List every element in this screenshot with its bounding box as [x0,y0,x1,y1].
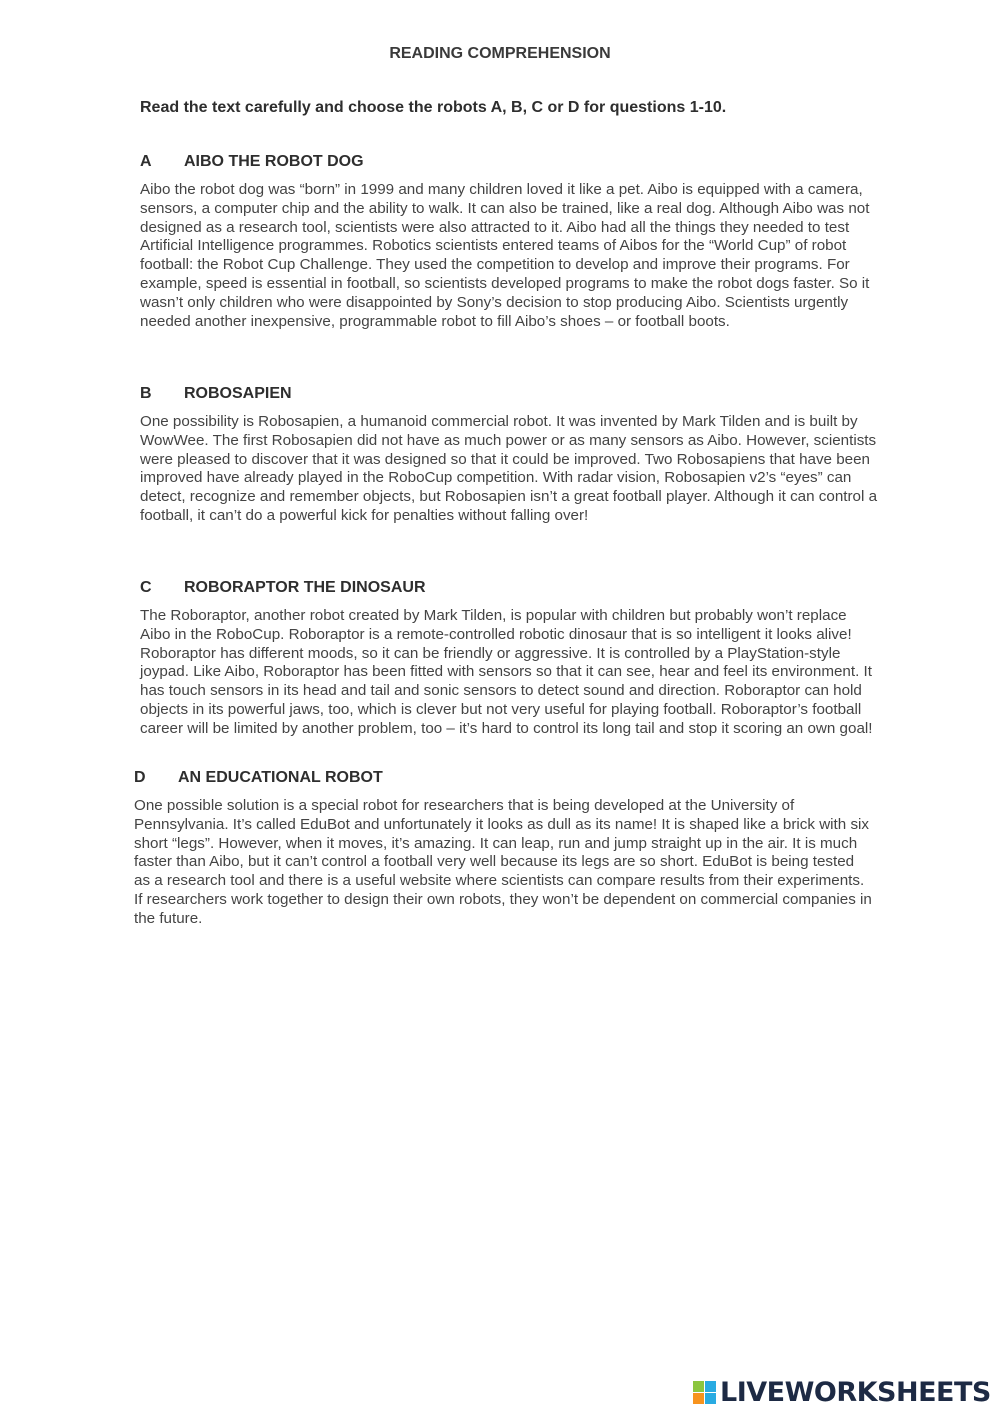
section-title: AN EDUCATIONAL ROBOT [178,769,383,786]
section-text: One possibility is Robosapien, a humanoid commercial robot. It was invented by Mark Tilden and is built by WowWee. The first Robosapien did not have as much power or as many sensors as Aibo. However, scientists were pleased to discover that it was designed so that it could be improved. Two Robosapiens that have been improved have already played in the RoboCup competition. With radar vision, Robosapien v2’s “eyes” can detect, recognize and remember objects, but Robosapien isn’t a great football player. Although it can control a football, it can’t do a powerful kick for penalties without falling over! [140,413,878,524]
section-text: The Roboraptor, another robot created by Mark Tilden, is popular with children but probably won’t replace Aibo in the RoboCup. Roboraptor is a remote-controlled robotic dinosaur that is so intelligent it looks alive! Roboraptor has different moods, so it can be friendly or aggressive. It is controlled by a PlayStation-style joypad. Like Aibo, Roboraptor has been fitted with sensors so that it can see, hear and feel its environment. It has touch sensors in its head and tail and sonic sensors to detect sound and direction. Roboraptor can hold objects in its powerful jaws, too, which is clever but not very useful for playing football. Roboraptor’s football career will be limited by another problem, too – it’s hard to control its long tail and stop it scoring an own goal! [140,607,873,737]
section-d-educational-robot [134,768,874,929]
section-heading [140,384,880,404]
section-title: ROBORAPTOR THE DINOSAUR [184,579,426,596]
section-heading [140,152,880,172]
section-letter: B [140,385,152,402]
section-heading [140,578,880,598]
section-letter: C [140,579,152,596]
liveworksheets-logo-text: LIVEWORKSHEETS [720,1377,991,1408]
section-title: AIBO THE ROBOT DOG [184,153,364,170]
page-title: READING COMPREHENSION [389,45,611,62]
section-c-roboraptor [140,578,880,739]
section-letter: A [140,153,152,170]
liveworksheets-logo-icon [693,1381,717,1405]
section-a-aibo [140,152,880,331]
section-heading [134,768,874,788]
instruction-text: Read the text carefully and choose the robots A, B, C or D for questions 1-10. [140,99,727,116]
liveworksheets-logo[interactable] [693,1377,991,1408]
section-letter: D [134,769,146,786]
section-title: ROBOSAPIEN [184,385,292,402]
section-text: One possible solution is a special robot for researchers that is being developed at the University of Pennsylvania. It’s called EduBot and unfortunately it looks as dull as its name! It is shaped like a brick with six short “legs”. However, when it moves, it’s amazing. It can leap, run and jump straight up in the air. It is much faster than Aibo, but it can’t control a football very well because its legs are so short. EduBot is being tested as a research tool and there is a useful website where scientists can compare results from their experiments. If researchers work together to design their own robots, they won’t be dependent on commercial companies in the future. [134,797,872,927]
section-b-robosapien [140,384,880,526]
section-text: Aibo the robot dog was “born” in 1999 and many children loved it like a pet. Aibo is equipped with a camera, sensors, a computer chip and the ability to walk. It can also be trained, like a real dog. Although Aibo was not designed as a research tool, scientists were also attracted to it. Aibo had all the things they needed to test Artificial Intelligence programmes. Robotics scientists entered teams of Aibos for the “World Cup” of robot football: the Robot Cup Challenge. They used the competition to develop and improve their programs. For example, speed is essential in football, so scientists developed programs to make the robot dogs faster. So it wasn’t only children who were disappointed by Sony’s decision to stop producing Aibo. Scientists urgently needed another inexpensive, programmable robot to fill Aibo’s shoes – or football boots. [140,181,870,330]
